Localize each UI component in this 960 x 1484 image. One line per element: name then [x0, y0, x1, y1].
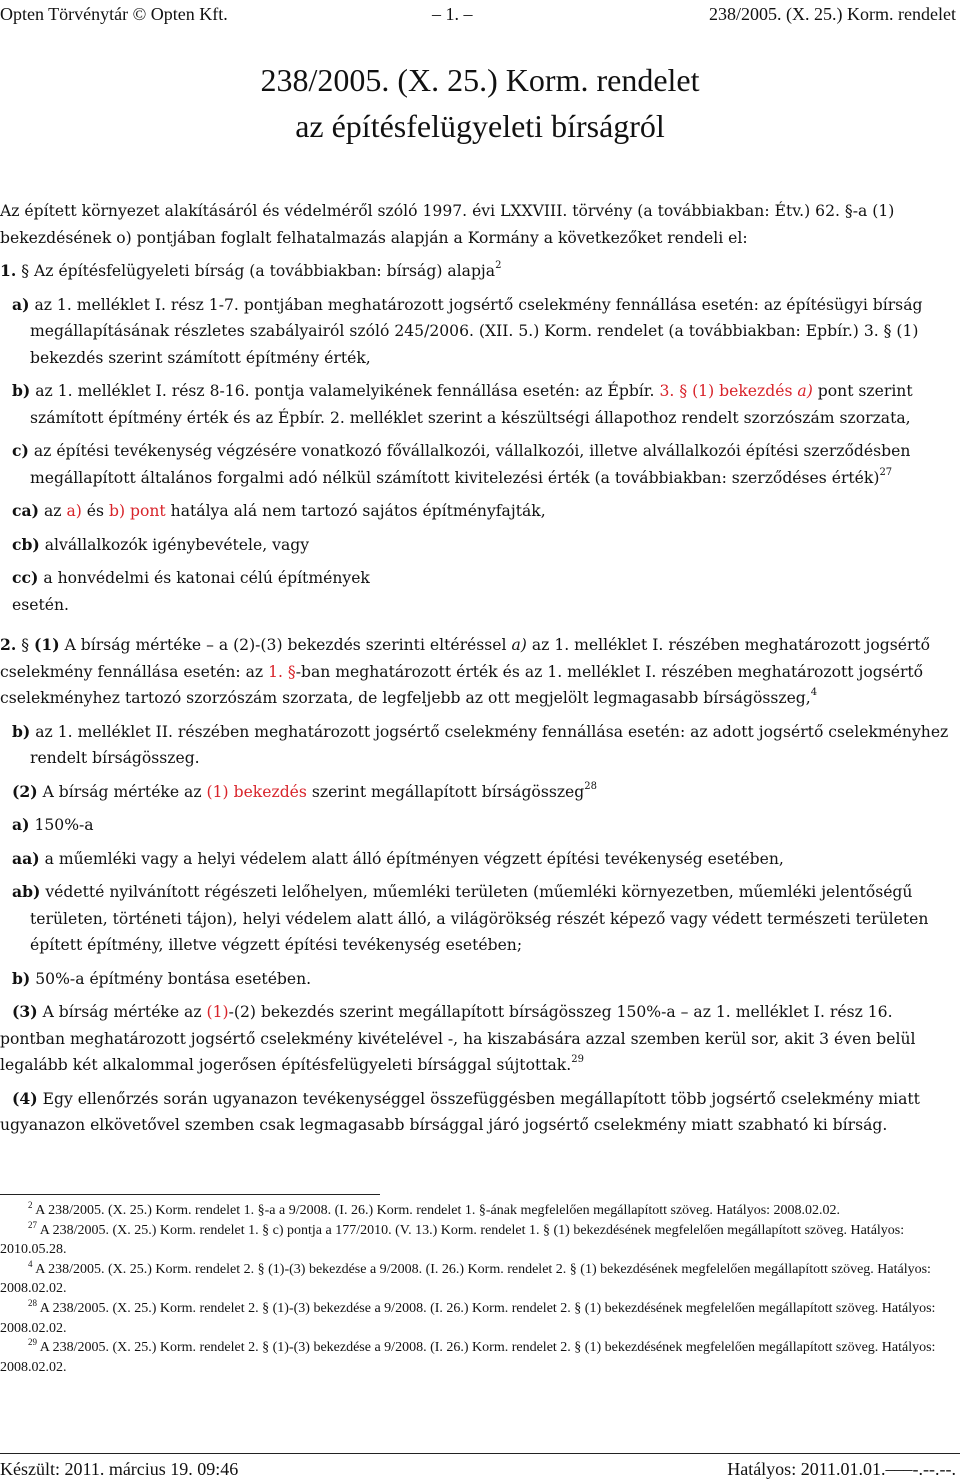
preamble: Az épített környezet alakításáról és védelméről szóló 1997. évi LXXVIII. törvény (a továbbiakban: Étv.) 62. §-a (1) bekezdésének o) pontjában foglalt felhatalmazás alapján a Kormány a következőket rendeli el:: [0, 202, 895, 247]
footnote: $^{29}$ A 238/2005. (X. 25.) Korm. rendelet 2. § (1)-(3) bekezdése a 9/2008. (I. 26.) Korm. rendelet 2. § (1) bekezdésének megfelelően megállapított szöveg. Hatályos: 2008.02.02.: [0, 1337, 936, 1375]
section-1-heading: [0, 258, 958, 285]
section-2-paragraph-1: 2. § (1) A bírság mértéke – a (2)-(3) bekezdés szerinti eltéréssel a) az 1. melléklet I. részében meghatározott jogsértő cselekmény fennállása esetén: az 1. §-ban meghatározott érték és az 1. melléklet I. részében meghatározott jogsértő cselekményhez tartozó szorzószám szorzata, de legfeljebb az ott megjelölt legmagasabb bírságösszeg,$^4$: [0, 635, 931, 707]
cross-ref-link[interactable]: (1) bekezdés: [206, 782, 307, 801]
footnote-ref[interactable]: 29: [571, 1054, 584, 1065]
document-body: [0, 198, 958, 1139]
paragraph-3: (3) A bírság mértéke az (1)-(2) bekezdés szerint megállapított bírságösszeg 150%-a – az 1. melléklet I. rész 16. pontban meghatározott jogsértő cselekmény kivételével -, ha kiszabására azzal szemben kerül sor, akit 3 éven belül legalább két alkalommal jogerősen építésfelügyeleti bírsággal sújtottak.$^{29}$: [0, 1002, 916, 1074]
footer-divider: [0, 1453, 960, 1454]
point-aa: aa) a műemléki vagy a helyi védelem alatt álló építményen végzett építési tevékenység esetében,: [12, 848, 784, 868]
point-b: b) az 1. melléklet I. rész 8-16. pontja valamelyikének fennállása esetén: az Épbír. 3. § (1) bekezdés a) pont szerint számított építmény érték és az Épbír. 2. melléklet szerint a készültségi állapothoz rendelt szorzószám szorzata,: [12, 381, 913, 427]
section-number: 1.: [0, 261, 17, 280]
paragraph-4: (4) Egy ellenőrzés során ugyanazon tevékenységgel összefüggésben megállapított több jogsértő cselekmény miatt ugyanazon elkövetővel szemben csak legmagasabb bírsággal járó jogsértő cselekmény miatt szabható ki bírság.: [0, 1088, 920, 1134]
footnote: $^{28}$ A 238/2005. (X. 25.) Korm. rendelet 2. § (1)-(3) bekezdése a 9/2008. (I. 26.) Korm. rendelet 2. § (1) bekezdésének megfelelően megállapított szöveg. Hatályos: 2008.02.02.: [0, 1297, 936, 1336]
footnote-ref[interactable]: 28: [584, 780, 597, 792]
header-page-number: – 1. –: [432, 4, 473, 24]
point-cb: cb) alvállalkozók igénybevétele, vagy: [12, 534, 310, 554]
cross-ref-link[interactable]: § (1) bekezdés: [679, 382, 793, 400]
footnote-divider: [0, 1194, 380, 1195]
footnote-ref[interactable]: 4: [810, 687, 818, 698]
cross-ref-link[interactable]: 1. §: [268, 662, 296, 681]
running-header: [0, 4, 960, 26]
footnotes: [0, 1194, 960, 1377]
point-b: b) 50%-a építmény bontása esetében.: [12, 968, 312, 988]
footer-created-date: Készült: 2011. március 19. 09:46: [0, 1459, 239, 1479]
point-c-closing: esetén.: [12, 595, 69, 614]
point-a: a) 150%-a: [12, 815, 94, 834]
footnote-ref[interactable]: 27: [879, 466, 893, 478]
point-cc: cc) a honvédelmi és katonai célú építmények: [12, 568, 370, 587]
point-c: c) az építési tevékenység végzésére vonatkozó fővállalkozói, vállalkozói, illetve alvállalkozói építési szerződésben megállapított általános forgalmi adó nélkül számított kivitelezési érték (a továbbiakban: szerződéses érték)$^{27}$: [12, 441, 911, 487]
point-a: a) az 1. melléklet I. rész 1-7. pontjában meghatározott jogsértő cselekmény fennállása esetén: az építésügyi bírság megállapításának részletes szabályairól szóló 245/2006. (XII. 5.) Korm. rendelet (a továbbiakban: Epbír.) 3. § (1) bekezdés szerint számított építmény érték,: [12, 294, 923, 367]
document-subtitle: az építésfelügyeleti bírságról: [295, 108, 665, 144]
point-ab: ab) védetté nyilvánított régészeti lelőhelyen, műemléki területen (műemléki környezetben, műemléki jelentőségű területen, történeti tájon), helyi védelem alatt álló, a világörökség részét képező vagy védett természeti területen épített építmény, illetve végzett építési tevékenység esetében;: [12, 882, 929, 954]
cross-ref-link[interactable]: b) pont: [109, 502, 166, 520]
cross-ref-link[interactable]: a): [797, 382, 813, 400]
footnote-ref[interactable]: 2: [495, 260, 502, 271]
cross-ref-link[interactable]: (1): [206, 1003, 229, 1021]
section-number: 2.: [0, 635, 17, 654]
footnote: $^2$ A 238/2005. (X. 25.) Korm. rendelet 1. §-a a 9/2008. (I. 26.) Korm. rendelet 1. §-ának megfelelően megállapított szöveg. Hatályos: 2008.02.02.: [28, 1200, 841, 1218]
section-symbol: §: [21, 262, 30, 280]
footnote: $^4$ A 238/2005. (X. 25.) Korm. rendelet 2. § (1)-(3) bekezdése a 9/2008. (I. 26.) Korm. rendelet 2. § (1) bekezdésének megfelelően megállapított szöveg. Hatályos: 2008.02.02.: [0, 1258, 931, 1297]
document-title: 238/2005. (X. 25.) Korm. rendelet: [260, 62, 700, 98]
footnote: $^{27}$ A 238/2005. (X. 25.) Korm. rendelet 1. § c) pontja a 177/2010. (V. 13.) Korm. rendelet 1. § (1) bekezdésének megfelelően megállapított szöveg. Hatályos: 2010.05.28.: [0, 1219, 905, 1258]
point-b: b) az 1. melléklet II. részében meghatározott jogsértő cselekmény fennállása esetén: az adott jogsértő cselekményhez rendelt bírságösszeg.: [12, 721, 949, 767]
point-ca: ca) az a) és b) pont hatálya alá nem tartozó sajátos építményfajták,: [12, 501, 546, 520]
header-publisher: Opten Törvénytár © Opten Kft.: [0, 4, 228, 24]
footer-effective-date: Hatályos: 2011.01.01.–––-.--.--.: [727, 1459, 956, 1479]
cross-ref-link[interactable]: a): [66, 502, 82, 520]
cross-ref-link[interactable]: 3.: [659, 382, 675, 400]
paragraph-2: (2) A bírság mértéke az (1) bekezdés szerint megállapított bírságösszeg$^{28}$: [12, 780, 597, 801]
section-title: Az építésfelügyeleti bírság (a továbbiakban: bírság) alapja: [34, 262, 496, 280]
header-document-id: 238/2005. (X. 25.) Korm. rendelet: [709, 4, 956, 24]
